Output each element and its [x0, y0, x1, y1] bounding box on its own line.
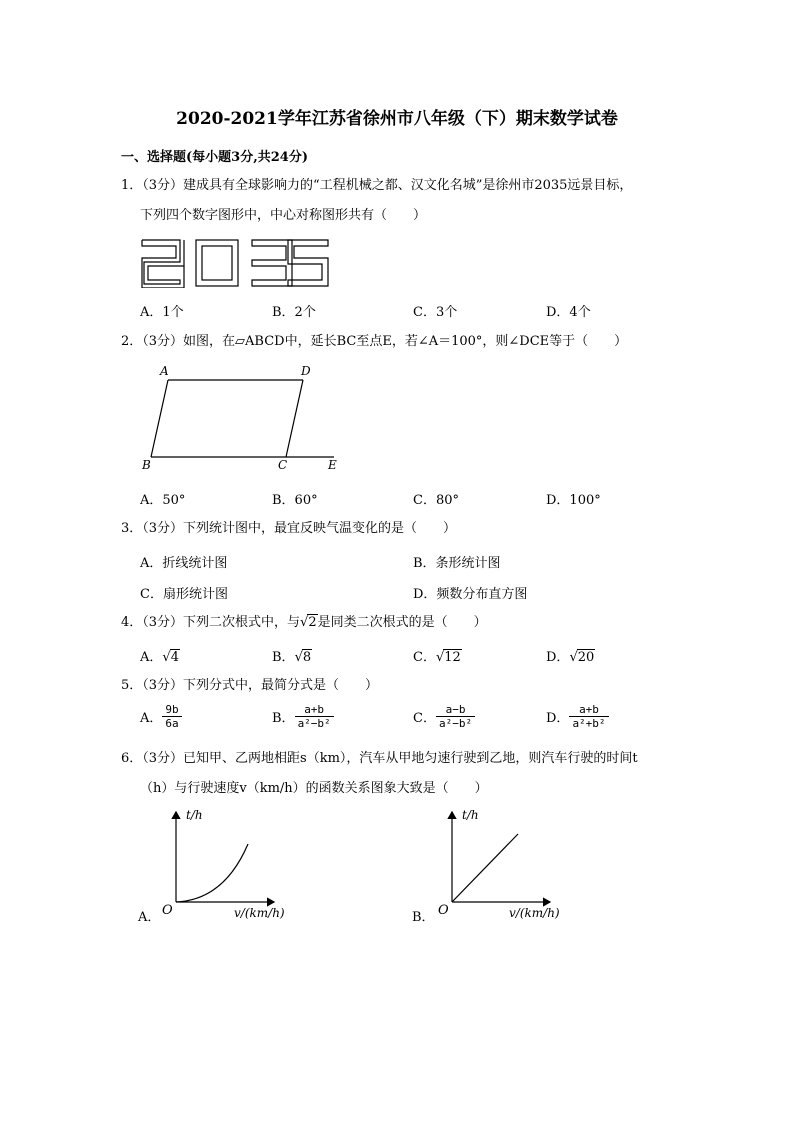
q6-graph-a-label: A． [138, 910, 161, 925]
q1-option-c: C．3个 [413, 305, 458, 320]
q6-text-line1: 6．（3分）已知甲、乙两地相距s（km），汽车从甲地匀速行驶到乙地，则汽车行驶的时间t [121, 751, 638, 766]
q1-text-line2: 下列四个数字图形中，中心对称图形共有（ ） [140, 208, 427, 223]
q2-text: 2．（3分）如图，在▱ABCD中，延长BC至点E，若∠A＝100°，则∠DCE等于（ ） [121, 334, 628, 349]
q2-option-c: C．80° [413, 493, 459, 508]
q4-option-b: B．√8 [272, 650, 312, 665]
q2-option-d: D．100° [546, 493, 601, 508]
vertex-label-c: C [278, 458, 288, 472]
q1-option-d: D．4个 [546, 305, 591, 320]
q4-radical: √2 [300, 615, 317, 630]
q4-option-c: C．√12 [413, 650, 461, 665]
q2-parallelogram-figure [138, 362, 348, 474]
q6-text-line2: （h）与行驶速度v（km/h）的函数关系图象大致是（ ） [140, 781, 488, 796]
q6-graph-b-label: B． [412, 910, 435, 925]
q4-text [121, 614, 487, 632]
vertex-label-e: E [328, 458, 337, 472]
q6-graph-a-ylabel: t/h [186, 808, 203, 822]
digit-3-figure [252, 240, 292, 286]
q4-option-a: A．√4 [140, 650, 179, 665]
q5-option-a: A． $\frac{9b}{6a}$ [140, 703, 182, 730]
q6-graph-a-xlabel: v/(km/h) [234, 906, 285, 920]
q3-option-a: A．折线统计图 [140, 556, 228, 571]
q6-graph-b-xlabel: v/(km/h) [509, 906, 560, 920]
q5-option-b: B． $\frac{a+b}{\text{a²−b²}}$ [272, 703, 334, 730]
q2-option-b: B．60° [272, 493, 318, 508]
digit-5-figure [288, 240, 328, 286]
q3-option-b: B．条形统计图 [413, 556, 501, 571]
q5-option-d: D． $\frac{a+b}{\text{a²+b²}}$ [546, 703, 609, 730]
q6-graph-b [408, 804, 578, 928]
q1-text-line1: 1．（3分）建成具有全球影响力的“工程机械之都、汉文化名城”是徐州市2035远景目标， [121, 178, 633, 193]
q3-option-d: D．频数分布直方图 [413, 587, 528, 602]
q6-graph-b-ylabel: t/h [462, 808, 479, 822]
q2-option-a: A．50° [140, 493, 186, 508]
q1-option-a: A．1个 [140, 305, 184, 320]
digit-0-figure [196, 240, 238, 286]
vertex-label-d: D [301, 364, 311, 378]
q6-graph-a-curve [176, 844, 248, 902]
vertex-label-a: A [160, 364, 169, 378]
q3-option-c: C．扇形统计图 [140, 587, 228, 602]
q4-text-post: 是同类二次根式的是（ ） [317, 615, 487, 630]
q6-graph-a [134, 804, 304, 928]
q1-digit-figures [140, 238, 340, 288]
digit-2-figure [142, 240, 184, 288]
section-heading: 一、选择题(每小题3分,共24分) [121, 150, 308, 165]
q5-option-c: C． $\frac{a-b}{\text{a²−b²}}$ [413, 703, 475, 730]
q3-text: 3．（3分）下列统计图中，最宜反映气温变化的是（ ） [121, 521, 457, 536]
q4-text-pre: 4．（3分）下列二次根式中，与 [121, 615, 301, 630]
q4-option-d: D．√20 [546, 650, 595, 665]
vertex-label-b: B [142, 458, 151, 472]
q6-graph-b-origin: O [438, 903, 449, 918]
q6-graph-a-origin: O [162, 903, 173, 918]
q1-option-b: B．2个 [272, 305, 316, 320]
page-title: 2020-2021学年江苏省徐州市八年级（下）期末数学试卷 [176, 109, 618, 129]
q6-graph-b-line [452, 834, 518, 902]
q5-text: 5．（3分）下列分式中，最简分式是（ ） [121, 678, 379, 693]
